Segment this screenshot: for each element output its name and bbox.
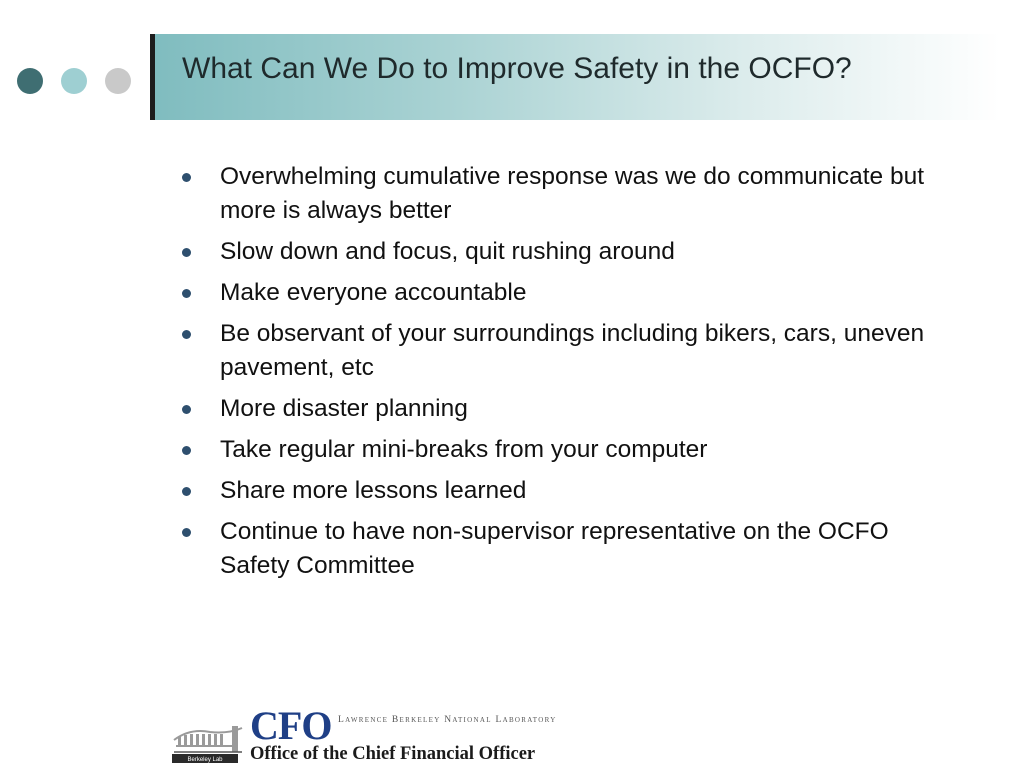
bullet-item	[182, 433, 942, 467]
footer-logo	[170, 703, 590, 764]
bullet-icon	[182, 446, 191, 455]
bullet-icon	[182, 528, 191, 537]
dot-gray	[105, 68, 131, 94]
bullet-text: Make everyone accountable	[220, 279, 527, 306]
bullet-icon	[182, 173, 191, 182]
bullet-text: Be observant of your surroundings including bikers, cars, uneven pavement, etc	[220, 320, 925, 381]
dot-light	[61, 68, 87, 94]
bullet-icon	[182, 248, 191, 257]
lab-name: Lawrence Berkeley National Laboratory	[338, 715, 557, 725]
bullet-item	[182, 317, 942, 385]
bullet-icon	[182, 487, 191, 496]
berkeley-lab-building-icon	[170, 706, 246, 764]
dot-dark	[17, 68, 43, 94]
bullet-text: Share more lessons learned	[220, 477, 527, 504]
bullet-list	[182, 160, 942, 590]
bullet-item	[182, 160, 942, 228]
bullet-icon	[182, 330, 191, 339]
bullet-icon	[182, 405, 191, 414]
bullet-item	[182, 392, 942, 426]
bullet-text: Continue to have non-supervisor representative on the OCFO Safety Committee	[220, 518, 889, 579]
bullet-item	[182, 474, 942, 508]
lab-logo-caption: Berkeley Lab	[187, 757, 223, 763]
office-name: Office of the Chief Financial Officer	[250, 744, 536, 764]
title-rule	[150, 34, 155, 120]
bullet-item	[182, 515, 942, 583]
slide-title: What Can We Do to Improve Safety in the OCFO?	[182, 52, 852, 85]
bullet-item	[182, 276, 942, 310]
bullet-text: Overwhelming cumulative response was we do communicate but more is always better	[220, 163, 925, 224]
bullet-icon	[182, 289, 191, 298]
bullet-text: Slow down and focus, quit rushing around	[220, 238, 675, 265]
bullet-text: Take regular mini-breaks from your computer	[220, 436, 708, 463]
cfo-logo-text: CFO	[250, 703, 332, 748]
bullet-item	[182, 235, 942, 269]
bullet-text: More disaster planning	[220, 395, 468, 422]
